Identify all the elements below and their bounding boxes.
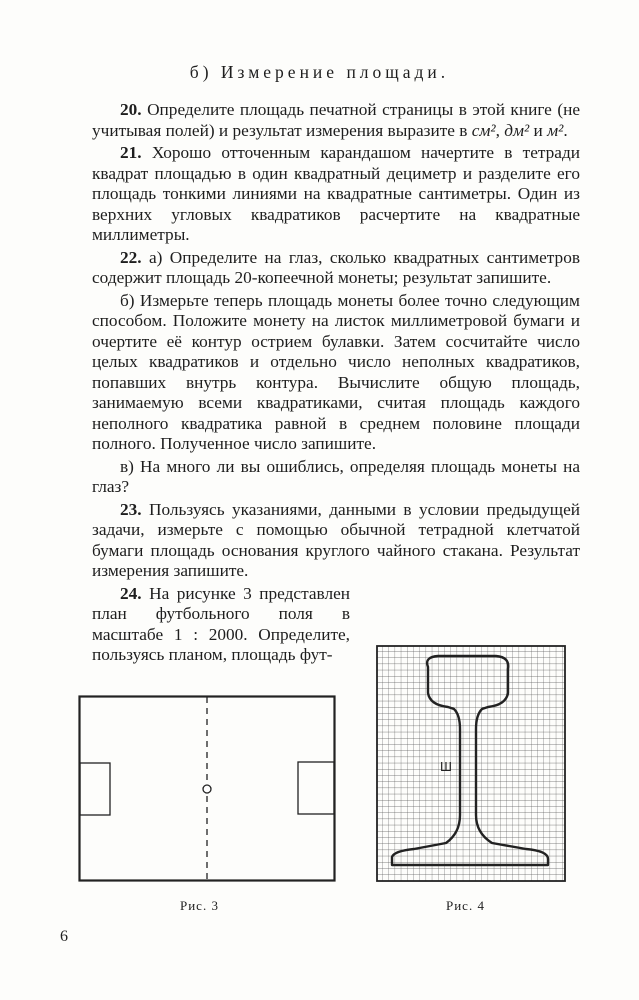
problem-text: Хорошо отточенным карандашом начертите в тетради квадрат площадью в один квадратный дециметр и разделите его площадь тонкими линиями на квадратные сантиметры. Один из верхних угловых квадратиков расчертите на квадратные миллиметры. <box>92 143 580 244</box>
problem-23 <box>92 500 580 582</box>
problem-number: 20. <box>120 100 142 119</box>
problem-text: а) Определите на глаз, сколько квадратных сантиметров содержит площадь 20-копеечной монеты; результат запишите. <box>92 247 580 287</box>
problem-21 <box>92 143 580 246</box>
football-field-figure <box>78 695 336 883</box>
section-heading: б) Измерение площади. <box>189 62 450 82</box>
problem-number: 24. <box>120 583 142 603</box>
rail-grid-figure <box>376 645 566 882</box>
page-number: 6 <box>60 928 68 945</box>
text-body <box>92 100 580 668</box>
center-spot <box>203 785 211 793</box>
problem-22a <box>92 248 580 289</box>
problem-20 <box>92 100 580 141</box>
problem-text: б) Измерьте теперь площадь монеты более точно следующим способом. Положите монету на листок миллиметровой бумаги и очертите её контур острием булавки. Затем сосчитайте число целых квадратиков и отдельно число неполных квадратиков, попавших внутрь контура. Вычислите общую площадь, занимаемую всеми квадратиками, считая площадь каждого неполного квадратика равной в среднем половине площади полного. Полученное число запишите. <box>92 290 580 453</box>
period: . <box>563 120 568 140</box>
unit-m2: м² <box>547 120 564 140</box>
left-penalty-area <box>80 763 110 815</box>
figure-4-label: Ш <box>440 759 452 774</box>
problem-number: 23. <box>120 499 142 519</box>
problem-22b <box>92 291 580 455</box>
problem-24 <box>92 584 350 666</box>
unit-cm2: см² <box>471 120 496 140</box>
problem-text: Пользуясь указаниями, данными в условии предыдущей задачи, измерьте с помощью обычной тетрадной клетчатой бумаги площадь основания круглого чайного стакана. Результат измерения запишите. <box>92 499 580 580</box>
problem-text: в) На много ли вы ошиблись, определяя площадь монеты на глаз? <box>92 456 580 496</box>
problem-text: Определите площадь печатной страницы в этой книге (не учитывая полей) и результат измерения выразите в <box>92 100 580 140</box>
problem-22c <box>92 457 580 498</box>
unit-dm2: дм² <box>504 120 530 140</box>
figure-4-caption: Рис. 4 <box>446 898 485 913</box>
separator: и <box>529 120 548 140</box>
right-penalty-area <box>298 762 334 814</box>
figure-3-caption: Рис. 3 <box>180 898 219 913</box>
problem-text: На рисунке 3 представлен план футбольного поля в масштабе 1 : 2000. Определите, пользуясь планом, площадь фут- <box>92 583 350 664</box>
problem-number: 21. <box>120 143 142 162</box>
separator: , <box>495 120 505 140</box>
grid-paper <box>377 646 565 881</box>
problem-number: 22. <box>120 247 142 267</box>
